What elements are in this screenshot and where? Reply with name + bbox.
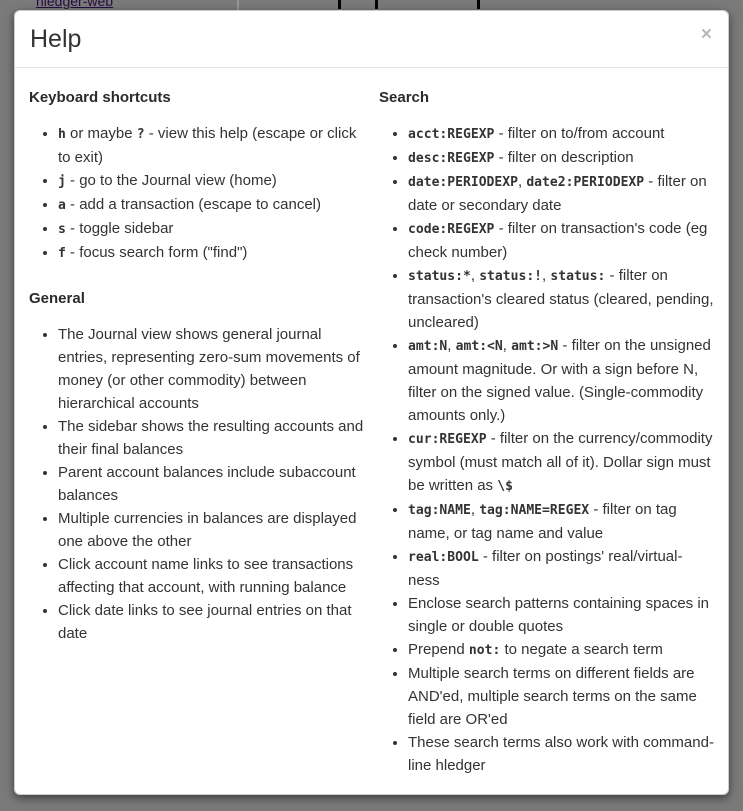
section-heading-keyboard-shortcuts: Keyboard shortcuts	[29, 89, 171, 106]
list-item: • date:PERIODEXP, date2:PERIODEXP - filter on date or secondary date	[408, 170, 714, 217]
code-snippet: date2:PERIODEXP	[526, 175, 645, 190]
code-snippet: code:REGEXP	[408, 222, 495, 237]
section-heading-search: Search	[379, 89, 430, 106]
modal-body	[15, 68, 728, 807]
list-item: • f - focus search form ("find")	[58, 241, 364, 265]
list-item: • Prepend not: to negate a search term	[408, 638, 714, 662]
list-item: • Multiple currencies in balances are displayed one above the other	[58, 507, 364, 553]
code-snippet: tag:NAME	[408, 503, 471, 518]
modal-title: Help	[30, 25, 82, 53]
help-right-column	[379, 76, 714, 787]
list-item: • real:BOOL - filter on postings' real/virtual-ness	[408, 545, 714, 592]
list-item: • status:*, status:!, status: - filter on transaction's cleared status (cleared, pending, uncleared)	[408, 264, 714, 334]
code-snippet: j	[58, 174, 66, 189]
code-snippet: ?	[136, 127, 145, 142]
code-snippet: amt:>N	[511, 339, 559, 354]
code-snippet: \$	[497, 479, 513, 494]
list-item: • desc:REGEXP - filter on description	[408, 146, 714, 170]
list-item: • The sidebar shows the resulting accounts and their final balances	[58, 415, 364, 461]
code-snippet: status:*	[408, 269, 471, 284]
code-snippet: acct:REGEXP	[408, 127, 495, 142]
section-heading-general: General	[29, 290, 85, 307]
code-snippet: real:BOOL	[408, 550, 479, 565]
help-list-general	[29, 323, 364, 645]
help-left-column	[29, 76, 364, 787]
background-divider	[237, 0, 239, 10]
help-section-search	[379, 86, 714, 777]
list-item: • These search terms also work with command-line hledger	[408, 731, 714, 777]
list-item: • amt:N, amt:<N, amt:>N - filter on the unsigned amount magnitude. Or with a sign before N, filter on the signed value. (Single-commodity amounts only.)	[408, 334, 714, 427]
code-snippet: f	[58, 246, 66, 261]
list-item: • tag:NAME, tag:NAME=REGEX - filter on tag name, or tag name and value	[408, 498, 714, 545]
code-snippet: a	[58, 198, 66, 213]
help-section-general	[29, 287, 364, 645]
list-item: • cur:REGEXP - filter on the currency/commodity symbol (must match all of it). Dollar sign must be written as \$	[408, 427, 714, 498]
code-snippet: status:	[550, 269, 606, 284]
code-snippet: not:	[468, 643, 501, 658]
help-section-keyboard-shortcuts	[29, 86, 364, 265]
code-snippet: cur:REGEXP	[408, 432, 487, 447]
close-icon[interactable]: ×	[700, 24, 712, 45]
list-item: • s - toggle sidebar	[58, 217, 364, 241]
list-item: • acct:REGEXP - filter on to/from account	[408, 122, 714, 146]
list-item: • The Journal view shows general journal entries, representing zero-sum movements of money (or other commodity) between hierarchical accounts	[58, 323, 364, 415]
list-item: • Click date links to see journal entries on that date	[58, 599, 364, 645]
code-snippet: status:!	[479, 269, 543, 284]
help-list-search	[379, 122, 714, 777]
list-item: • a - add a transaction (escape to cancel)	[58, 193, 364, 217]
code-snippet: s	[58, 222, 66, 237]
list-item: • Parent account balances include subaccount balances	[58, 461, 364, 507]
list-item: • Enclose search patterns containing spaces in single or double quotes	[408, 592, 714, 638]
list-item: • Click account name links to see transactions affecting that account, with running balance	[58, 553, 364, 599]
code-snippet: amt:<N	[455, 339, 503, 354]
help-modal	[14, 10, 729, 795]
list-item: • j - go to the Journal view (home)	[58, 169, 364, 193]
code-snippet: amt:N	[408, 339, 448, 354]
help-list-keyboard-shortcuts	[29, 122, 364, 265]
code-snippet: h	[58, 127, 66, 142]
list-item: • code:REGEXP - filter on transaction's code (eg check number)	[408, 217, 714, 264]
code-snippet: date:PERIODEXP	[408, 175, 518, 190]
code-snippet: desc:REGEXP	[408, 151, 495, 166]
list-item: • Multiple search terms on different fields are AND'ed, multiple search terms on the same field are OR'ed	[408, 662, 714, 731]
modal-header	[15, 11, 728, 68]
code-snippet: tag:NAME=REGEX	[479, 503, 590, 518]
list-item: • h or maybe ? - view this help (escape or click to exit)	[58, 122, 364, 169]
